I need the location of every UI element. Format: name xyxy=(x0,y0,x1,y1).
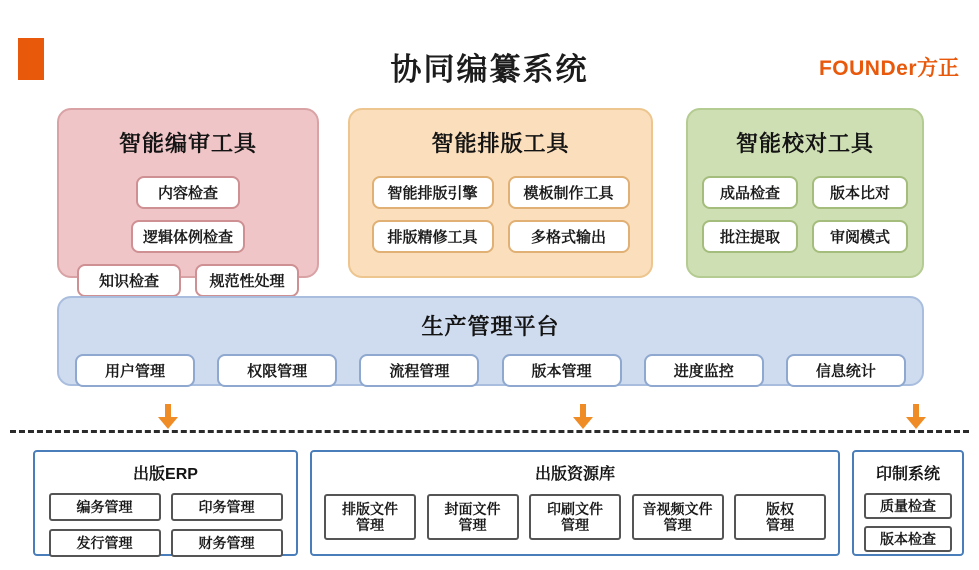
module-typeset-item[interactable]: 智能排版引擎 xyxy=(372,176,494,209)
module-edit-item[interactable]: 规范性处理 xyxy=(195,264,299,297)
module-platform-item[interactable]: 流程管理 xyxy=(359,354,479,387)
box-print-item[interactable]: 质量检查 xyxy=(864,493,952,519)
module-typeset-item[interactable]: 排版精修工具 xyxy=(372,220,494,253)
box-erp-items xyxy=(35,493,296,557)
arrow-down-icon xyxy=(905,404,927,430)
module-edit xyxy=(57,108,319,290)
box-resource-item[interactable]: 音视频文件 管理 xyxy=(632,494,724,540)
module-proof-title: 智能校对工具 xyxy=(735,131,874,156)
module-platform-item[interactable]: 用户管理 xyxy=(75,354,195,387)
box-erp-item[interactable]: 编务管理 xyxy=(49,493,161,521)
module-platform-title: 生产管理平台 xyxy=(421,314,560,339)
module-typeset-item[interactable]: 模板制作工具 xyxy=(508,176,630,209)
module-platform-item[interactable]: 版本管理 xyxy=(502,354,622,387)
module-platform-item[interactable]: 权限管理 xyxy=(217,354,337,387)
module-edit-item[interactable]: 知识检查 xyxy=(77,264,181,297)
box-erp-item[interactable]: 发行管理 xyxy=(49,529,161,557)
module-platform-item[interactable]: 信息统计 xyxy=(786,354,906,387)
module-edit-item[interactable]: 逻辑体例检查 xyxy=(131,220,245,253)
module-platform-items xyxy=(59,354,922,387)
arrow-down-icon xyxy=(157,404,179,430)
module-platform xyxy=(57,296,924,386)
box-resource-item[interactable]: 封面文件 管理 xyxy=(427,494,519,540)
module-typeset-items xyxy=(350,176,651,253)
box-print xyxy=(852,450,964,556)
box-resource-items xyxy=(312,494,838,540)
box-print-items xyxy=(854,493,962,552)
brand-logo-en: FOUNDer xyxy=(818,57,917,80)
brand-logo xyxy=(819,52,959,82)
box-resource xyxy=(310,450,840,556)
box-erp-item[interactable]: 印务管理 xyxy=(171,493,283,521)
module-proof-item[interactable]: 审阅模式 xyxy=(812,220,908,253)
box-erp xyxy=(33,450,298,556)
module-proof-item[interactable]: 版本比对 xyxy=(812,176,908,209)
module-typeset xyxy=(348,108,653,278)
module-proof-item[interactable]: 成品检查 xyxy=(702,176,798,209)
module-edit-title: 智能编审工具 xyxy=(118,131,257,156)
module-edit-item[interactable]: 内容检查 xyxy=(136,176,240,209)
module-typeset-item[interactable]: 多格式输出 xyxy=(508,220,630,253)
box-erp-title: 出版ERP xyxy=(133,466,198,483)
box-erp-item[interactable]: 财务管理 xyxy=(171,529,283,557)
box-resource-title: 出版资源库 xyxy=(534,466,615,483)
header xyxy=(0,0,979,96)
module-proof-item[interactable]: 批注提取 xyxy=(702,220,798,253)
module-typeset-title: 智能排版工具 xyxy=(431,131,570,156)
module-proof-items xyxy=(688,176,922,253)
section-divider xyxy=(10,430,969,433)
module-proof xyxy=(686,108,924,278)
page-title: 协同编纂系统 xyxy=(390,52,589,87)
box-resource-item[interactable]: 版权 管理 xyxy=(734,494,826,540)
box-print-title: 印制系统 xyxy=(875,466,940,483)
brand-logo-cn: 方正 xyxy=(917,57,959,80)
box-print-item[interactable]: 版本检查 xyxy=(864,526,952,552)
box-resource-item[interactable]: 排版文件 管理 xyxy=(324,494,416,540)
box-resource-item[interactable]: 印刷文件 管理 xyxy=(529,494,621,540)
module-platform-item[interactable]: 进度监控 xyxy=(644,354,764,387)
arrow-down-icon xyxy=(572,404,594,430)
module-edit-items xyxy=(59,176,317,297)
